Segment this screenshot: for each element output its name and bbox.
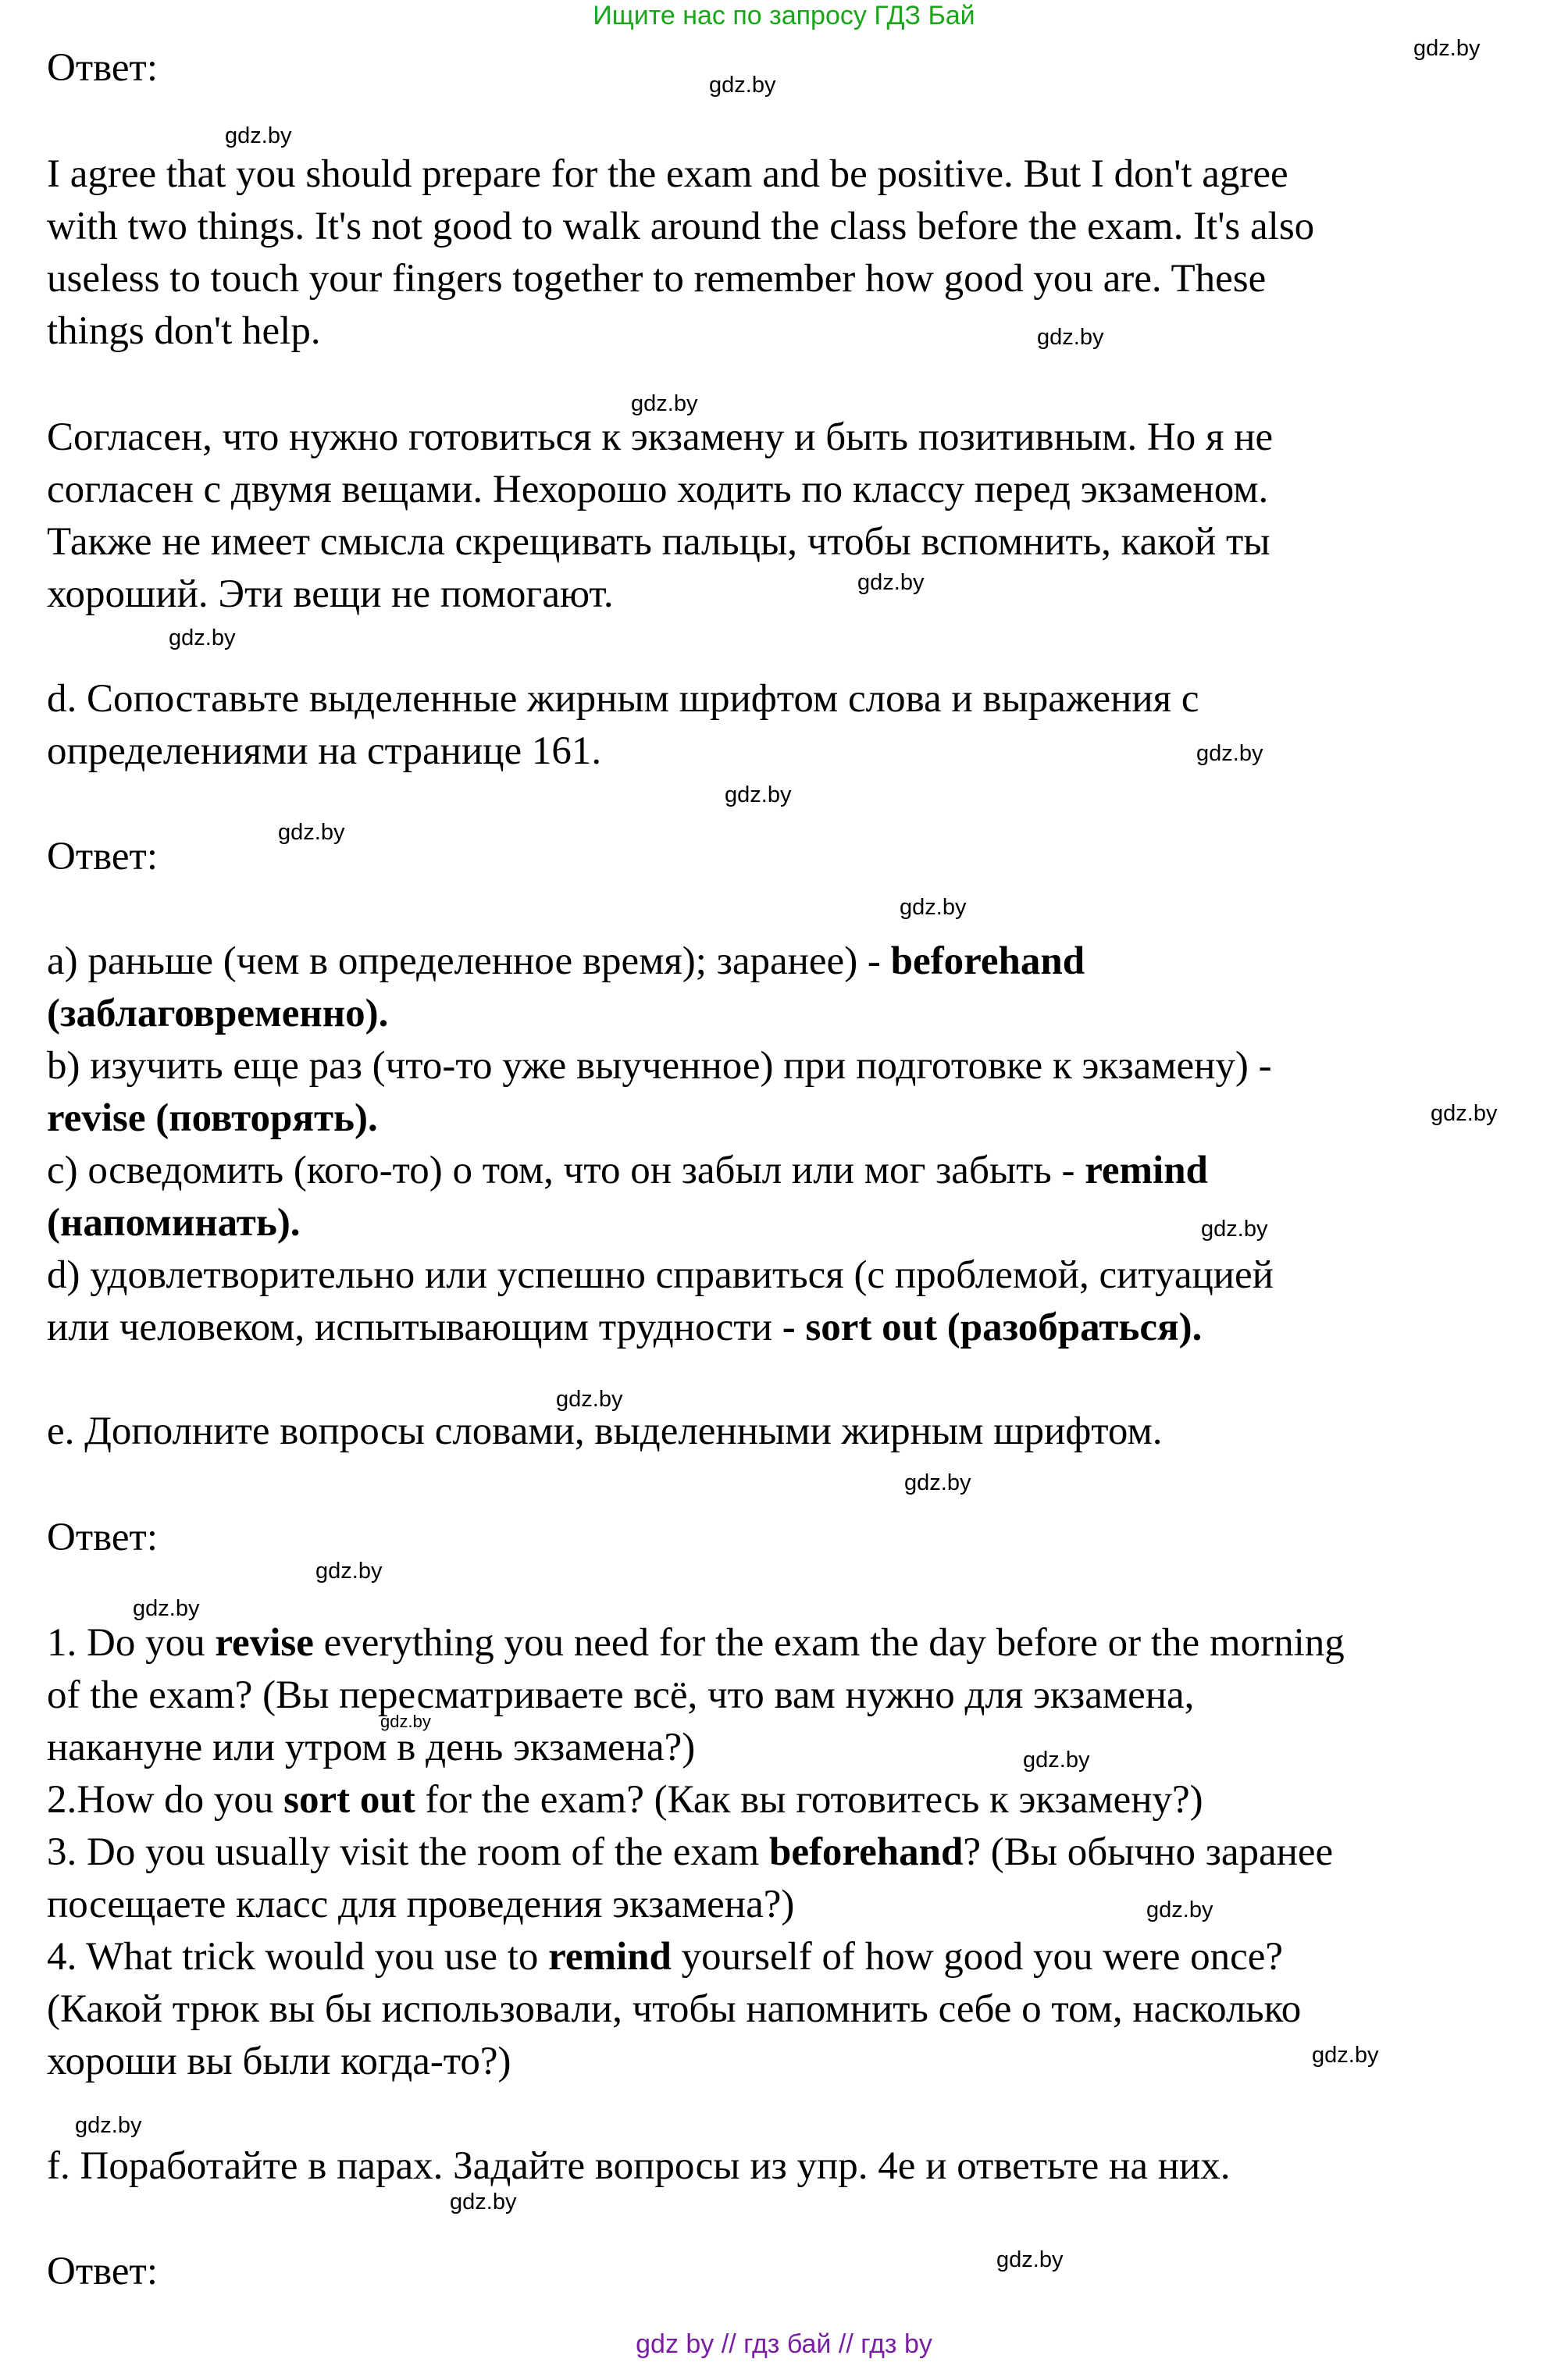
watermark: gdz.by [900,895,967,920]
watermark: gdz.by [1312,2043,1379,2068]
russian-answer-paragraph [47,412,1515,621]
watermark: gdz.by [1413,36,1481,61]
answer-label: Ответ: [47,1516,158,1559]
task-f: f. Поработайте в парах. Задайте вопросы из упр. 4e и ответьте на них. [47,2144,1231,2188]
question-2: 2.How do you sort out for the exam? (Как вы готовитесь к экзамену?) [47,1778,1203,1822]
definition-b-line1: b) изучить еще раз (что-то уже выученное) при подготовке к экзамену) - [47,1044,1272,1088]
text-line: согласен с двумя вещами. Нехорошо ходить по классу перед экзаменом. [47,468,1269,511]
text-line: Также не имеет смысла скрещивать пальцы, чтобы вспомнить, какой ты [47,520,1270,564]
watermark: gdz.by [169,625,236,650]
questions-list [47,1617,1515,2088]
definition-d-line2: или человеком, испытывающим трудности - sort out (разобраться). [47,1306,1203,1349]
question-3-line1: 3. Do you usually visit the room of the exam beforehand? (Вы обычно заранее [47,1830,1334,1874]
watermark: gdz.by [556,1387,623,1412]
text-line: useless to touch your fingers together to remember how good you are. These [47,257,1267,301]
answer-label: Ответ: [47,2250,158,2293]
question-1-line3: накануне или утром в день экзамена?) [47,1726,696,1769]
watermark: gdz.by [1146,1897,1213,1922]
task-d [47,673,1515,778]
text-line: with two things. It's not good to walk around the class before the exam. It's also [47,205,1315,248]
watermark: gdz.by [631,391,698,416]
definition-b-line2: revise (повторять). [47,1096,378,1140]
question-3-line2: посещаете класс для проведения экзамена?) [47,1883,795,1926]
text-line: определениями на странице 161. [47,729,602,773]
english-answer-paragraph [47,148,1515,358]
question-1-line2: of the exam? (Вы пересматриваете всё, что вам нужно для экзамена, [47,1673,1195,1717]
definition-a-line2: (заблаговременно). [47,992,389,1035]
text-line: things don't help. [47,309,321,353]
watermark: gdz.by [996,2247,1064,2272]
definition-d-line1: d) удовлетворительно или успешно справиться (с проблемой, ситуацией [47,1253,1274,1297]
definition-c-line1: c) осведомить (кого-то) о том, что он забыл или мог забыть - remind [47,1149,1208,1192]
text-line: d. Сопоставьте выделенные жирным шрифтом слова и выражения с [47,677,1199,721]
question-4-line1: 4. What trick would you use to remind yourself of how good you were once? [47,1935,1284,1979]
question-1-line1: 1. Do you revise everything you need for the exam the day before or the morning [47,1621,1345,1665]
watermark: gdz.by [709,73,776,98]
watermark: gdz.by [725,782,792,807]
definitions-list [47,935,1515,1354]
watermark: gdz.by [904,1470,971,1495]
watermark: gdz.by [1201,1217,1268,1242]
watermark: gdz.by [1431,1101,1498,1126]
text-line: хороший. Эти вещи не помогают. [47,572,614,616]
text-line: I agree that you should prepare for the exam and be positive. But I don't agree [47,152,1288,196]
watermark: gdz.by [133,1596,200,1621]
definition-a-line1: a) раньше (чем в определенное время); заранее) - beforehand [47,939,1085,983]
watermark: gdz.by [450,2190,517,2215]
answer-label: Ответ: [47,46,158,90]
watermark: gdz.by [75,2113,142,2138]
watermark: gdz.by [225,123,292,148]
search-banner[interactable]: Ищите нас по запросу ГДЗ Бай [593,1,975,30]
answer-label: Ответ: [47,835,158,878]
watermark: gdz.by [1037,325,1104,350]
definition-c-line2: (напоминать). [47,1201,301,1245]
question-4-line2: (Какой трюк вы бы использовали, чтобы напомнить себе о том, насколько [47,1987,1302,2031]
watermark: gdz.by [278,820,345,845]
question-4-line3: хороши вы были когда-то?) [47,2040,511,2083]
text-line: Согласен, что нужно готовиться к экзамену и быть позитивным. Но я не [47,415,1274,459]
watermark: gdz.by [857,570,925,595]
watermark: gdz.by [1196,741,1263,766]
footer-links[interactable]: gdz by // гдз бай // гдз by [636,2329,932,2359]
task-e: e. Дополните вопросы словами, выделенными жирным шрифтом. [47,1409,1163,1453]
watermark: gdz.by [1023,1748,1090,1773]
watermark: gdz.by [380,1712,431,1731]
watermark: gdz.by [315,1559,383,1584]
